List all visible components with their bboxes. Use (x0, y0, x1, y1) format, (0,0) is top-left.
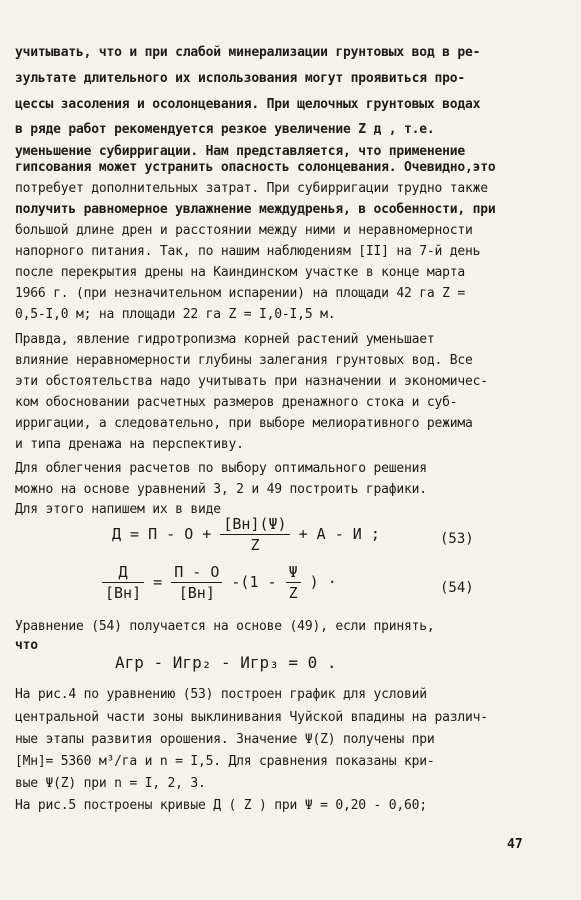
eq54-frac1-num: Д (118, 563, 128, 581)
equation-number-54: (54) (440, 580, 474, 596)
eq53-rhs: + А - И ; (298, 525, 380, 543)
text-line: 0,5-I,0 м; на площади 22 га Z = I,0-I,5 м. (15, 307, 336, 322)
equation-number-53: (53) (440, 531, 474, 547)
text-line: в ряде работ рекомендуется резкое увеличение Z д , т.е. (15, 122, 435, 137)
eq54-fraction-2 (171, 563, 222, 602)
equation-55: Агр - Игр₂ - Игр₃ = 0 . (115, 653, 337, 672)
eq54-frac3-den: Z (286, 582, 301, 602)
text-line: центральной части зоны выклинивания Чуйской впадины на различ- (15, 710, 488, 725)
text-line: На рис.5 построены кривые Д ( Z ) при Ψ = 0,20 - 0,60; (15, 798, 427, 813)
eq54-equals: = (153, 573, 163, 591)
text-line: Правда, явление гидротропизма корней растений уменьшает (15, 332, 435, 347)
equation-54 (102, 563, 337, 602)
eq54-fraction-1 (102, 563, 144, 602)
text-line: напорного питания. Так, по нашим наблюдениям [II] на 7-й день (15, 244, 481, 259)
eq53-lhs: Д = П - О + (112, 525, 212, 543)
eq54-frac2-num: П - О (174, 563, 220, 581)
eq54-rhs-a: -(1 - (231, 573, 277, 591)
text-line: вые Ψ(Z) при n = I, 2, 3. (15, 776, 206, 791)
eq54-rhs-b: ) · (309, 573, 337, 591)
text-line: [Mн]= 5360 м³/га и n = I,5. Для сравнения показаны кри- (15, 754, 435, 769)
eq53-frac-num: [Bн](Ψ) (223, 515, 287, 533)
text-line: цессы засоления и осолонцевания. При щелочных грунтовых водах (15, 97, 481, 112)
text-line: гипсования может устранить опасность солонцевания. Очевидно,это (15, 160, 496, 175)
text-line: большой длине дрен и расстоянии между ними и неравномерности (15, 223, 473, 238)
text-line: после перекрытия дрены на Каиндинском участке в конце марта (15, 265, 465, 280)
text-line: На рис.4 по уравнению (53) построен график для условий (15, 687, 427, 702)
equation-53 (112, 515, 380, 554)
text-line: учитывать, что и при слабой минерализации грунтовых вод в ре- (15, 45, 481, 60)
text-line: Для облегчения расчетов по выбору оптимального решения (15, 461, 427, 476)
text-line: получить равномерное увлажнение междудренья, в особенности, при (15, 202, 496, 217)
text-line: и типа дренажа на перспективу. (15, 437, 244, 452)
text-line: зультате длительного их использования могут проявиться про- (15, 71, 465, 86)
eq53-fraction (220, 515, 289, 554)
text-line: влияние неравномерности глубины залегания грунтовых вод. Все (15, 353, 473, 368)
text-line: 1966 г. (при незначительном испарении) на площади 42 га Z = (15, 286, 465, 301)
text-line: ные этапы развития орошения. Значение Ψ(Z) получены при (15, 732, 435, 747)
page-number: 47 (507, 837, 523, 852)
text-line: Для этого напишем их в виде (15, 502, 221, 517)
text-line: Уравнение (54) получается на основе (49), если принять, (15, 619, 435, 634)
eq54-frac3-num: Ψ (288, 563, 298, 581)
text-line: уменьшение субирригации. Нам представляется, что применение (15, 144, 465, 159)
text-line: ирригации, а следовательно, при выборе мелиоративного режима (15, 416, 473, 431)
text-line: ком обосновании расчетных размеров дренажного стока и суб- (15, 395, 458, 410)
eq54-frac1-den: [Bн] (102, 582, 144, 602)
eq54-fraction-3 (286, 563, 301, 602)
eq54-frac2-den: [Bн] (171, 582, 222, 602)
text-line: эти обстоятельства надо учитывать при назначении и экономичес- (15, 374, 488, 389)
text-line: что (15, 638, 38, 653)
text-line: потребует дополнительных затрат. При субирригации трудно также (15, 181, 488, 196)
eq53-frac-den: Z (220, 534, 289, 554)
text-line: можно на основе уравнений 3, 2 и 49 построить графики. (15, 482, 427, 497)
